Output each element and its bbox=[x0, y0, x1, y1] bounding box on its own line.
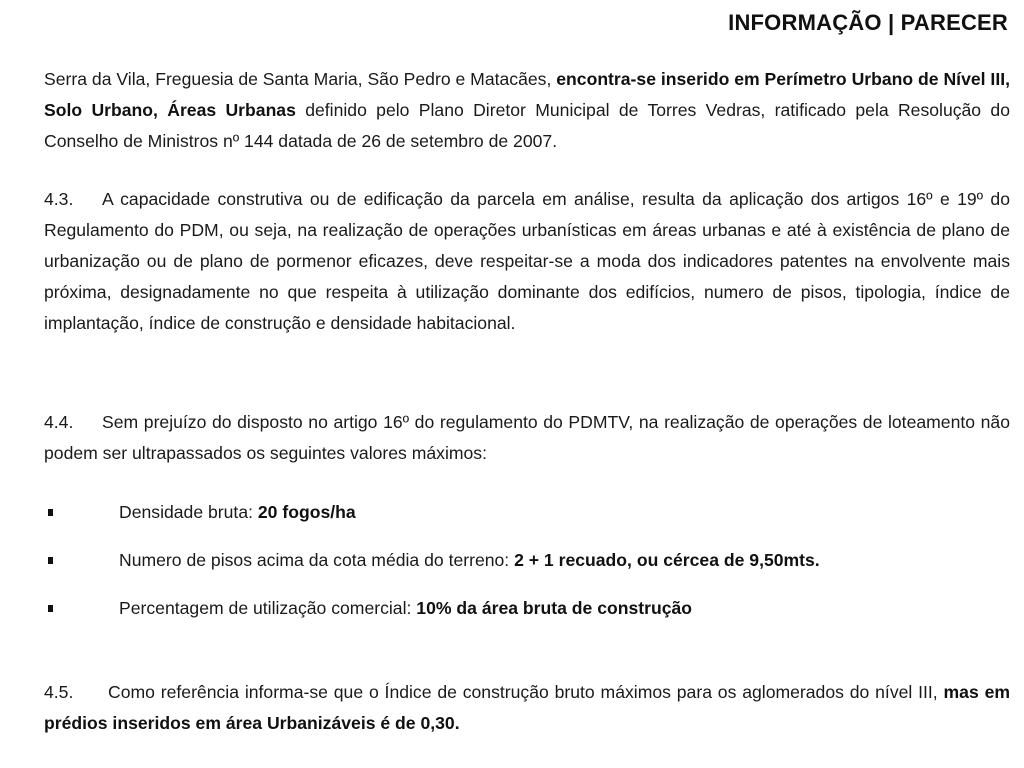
list-item bbox=[44, 536, 1010, 584]
section-text: Sem prejuízo do disposto no artigo 16º do regulamento do PDMTV, na realização de operações de loteamento não podem ser ultrapassados os seguintes valores máximos: bbox=[44, 412, 1010, 463]
section-number: 4.5. bbox=[44, 682, 74, 702]
section-text: Como referência informa-se que o Índice de construção bruto máximos para os aglomerados do nível III, bbox=[108, 682, 944, 702]
section-4-4-paragraph bbox=[44, 407, 1010, 469]
list-item bbox=[44, 584, 1010, 632]
intro-text-b: definido pelo Plano Diretor Municipal de Torres Vedras, ratificado pela Resolução do Conselho de Ministros nº 144 datada de 26 de setembro de 2007. bbox=[44, 100, 1010, 151]
section-number: 4.3. bbox=[44, 189, 74, 209]
limits-bullet-list bbox=[44, 488, 1010, 632]
bullet-label: Densidade bruta: bbox=[119, 501, 253, 522]
section-4-5-paragraph bbox=[44, 677, 1010, 739]
intro-paragraph bbox=[44, 64, 1010, 157]
bullet-value: 2 + 1 recuado, ou cércea de 9,50mts. bbox=[514, 549, 820, 570]
list-item bbox=[44, 488, 1010, 536]
bullet-value: 10% da área bruta de construção bbox=[416, 597, 693, 618]
intro-text-a: Serra da Vila, Freguesia de Santa Maria, São Pedro e Matacães, bbox=[44, 69, 557, 89]
bullet-value: 20 fogos/ha bbox=[257, 501, 356, 522]
square-bullet-icon bbox=[48, 509, 53, 516]
square-bullet-icon bbox=[48, 605, 53, 612]
bullet-label: Numero de pisos acima da cota média do terreno: bbox=[119, 549, 510, 570]
section-bold-text: mas em prédios inseridos em área Urbanizáveis é de 0,30. bbox=[44, 682, 1011, 733]
intro-bold-text: encontra-se inserido em Perímetro Urbano de Nível III, Solo Urbano, Áreas Urbanas bbox=[44, 69, 1010, 120]
section-number: 4.4. bbox=[44, 412, 74, 432]
square-bullet-icon bbox=[48, 557, 53, 564]
section-text: A capacidade construtiva ou de edificação da parcela em análise, resulta da aplicação dos artigos 16º e 19º do Regulamento do PDM, ou seja, na realização de operações urbanísticas em áreas urbanas e até à existência de plano de urbanização ou de plano de pormenor eficazes, deve respeitar-se a moda dos indicadores patentes na envolvente mais próxima, designadamente no que respeita à utilização dominante dos edifícios, numero de pisos, tipologia, índice de implantação, índice de construção e densidade habitacional. bbox=[44, 189, 1010, 333]
section-4-3-paragraph bbox=[44, 184, 1010, 339]
document-header-title: INFORMAÇÃO | PARECER bbox=[728, 10, 1008, 35]
bullet-label: Percentagem de utilização comercial: bbox=[119, 597, 412, 618]
